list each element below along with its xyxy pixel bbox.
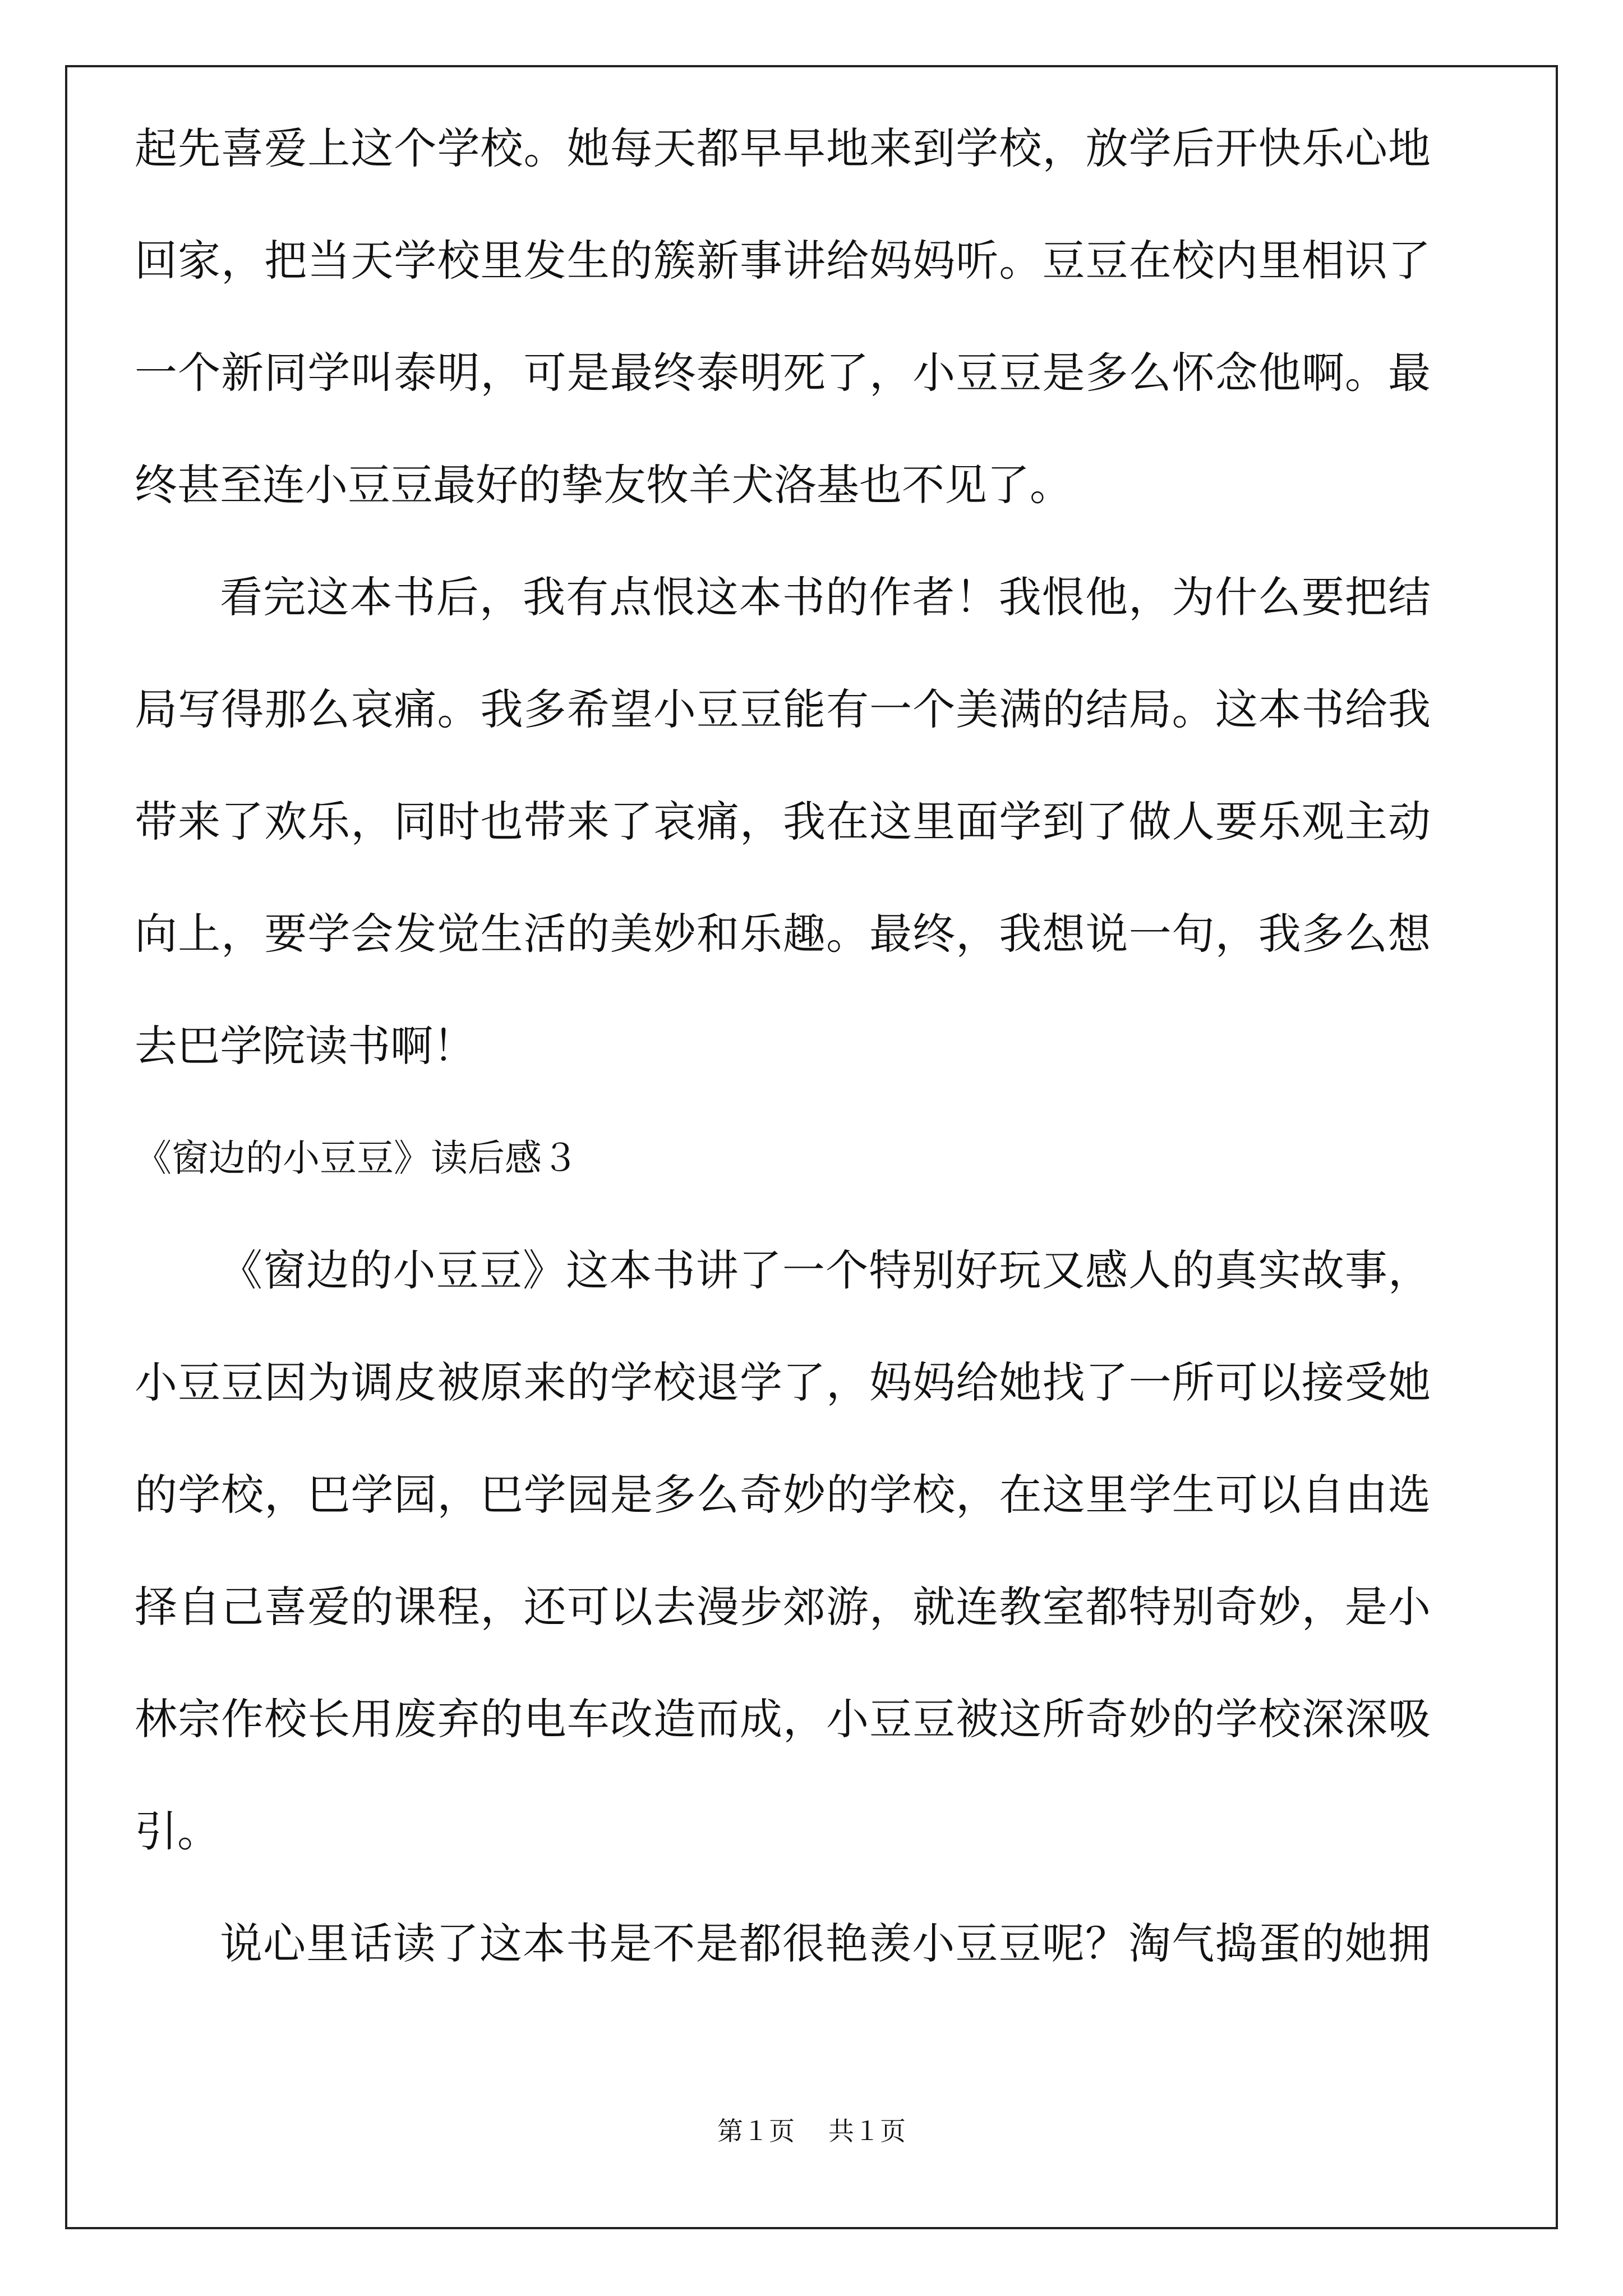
text-line: 起先喜爱上这个学校。她每天都早早地来到学校，放学后开快乐心地 <box>135 123 1431 173</box>
page-total: 共１页 <box>828 2116 906 2146</box>
text-line: 说心里话读了这本书是不是都很艳羡小豆豆呢？淘气捣蛋的她拥 <box>220 1918 1431 1968</box>
text-line: 的学校，巴学园，巴学园是多么奇妙的学校，在这里学生可以自由选 <box>135 1470 1431 1520</box>
text-line: 一个新同学叫泰明，可是最终泰明死了，小豆豆是多么怀念他啊。最 <box>135 348 1431 398</box>
page-footer <box>0 2111 1623 2148</box>
text-line: 林宗作校长用废弃的电车改造而成，小豆豆被这所奇妙的学校深深吸 <box>135 1694 1431 1744</box>
text-line: 回家，把当天学校里发生的簇新事讲给妈妈听。豆豆在校内里相识了 <box>135 236 1431 286</box>
document-body <box>135 93 1431 2000</box>
text-line: 择自己喜爱的课程，还可以去漫步郊游，就连教室都特别奇妙，是小 <box>135 1582 1431 1632</box>
text-line: 局写得那么哀痛。我多希望小豆豆能有一个美满的结局。这本书给我 <box>135 684 1431 734</box>
text-line: 引。 <box>135 1806 220 1856</box>
text-line: 向上，要学会发觉生活的美妙和乐趣。最终，我想说一句，我多么想 <box>135 909 1431 959</box>
text-line: 小豆豆因为调皮被原来的学校退学了，妈妈给她找了一所可以接受她 <box>135 1358 1431 1407</box>
text-line: 《窗边的小豆豆》这本书讲了一个特别好玩又感人的真实故事， <box>220 1245 1431 1295</box>
text-line: 去巴学院读书啊！ <box>135 1021 476 1071</box>
text-line: 带来了欢乐，同时也带来了哀痛，我在这里面学到了做人要乐观主动 <box>135 797 1431 846</box>
page-number: 第１页 <box>717 2116 795 2146</box>
text-line: 终甚至连小豆豆最好的挚友牧羊犬洛基也不见了。 <box>135 460 1072 510</box>
text-line: 看完这本书后，我有点恨这本书的作者！我恨他，为什么要把结 <box>220 572 1431 622</box>
section-heading: 《窗边的小豆豆》读后感３ <box>135 1137 579 1180</box>
